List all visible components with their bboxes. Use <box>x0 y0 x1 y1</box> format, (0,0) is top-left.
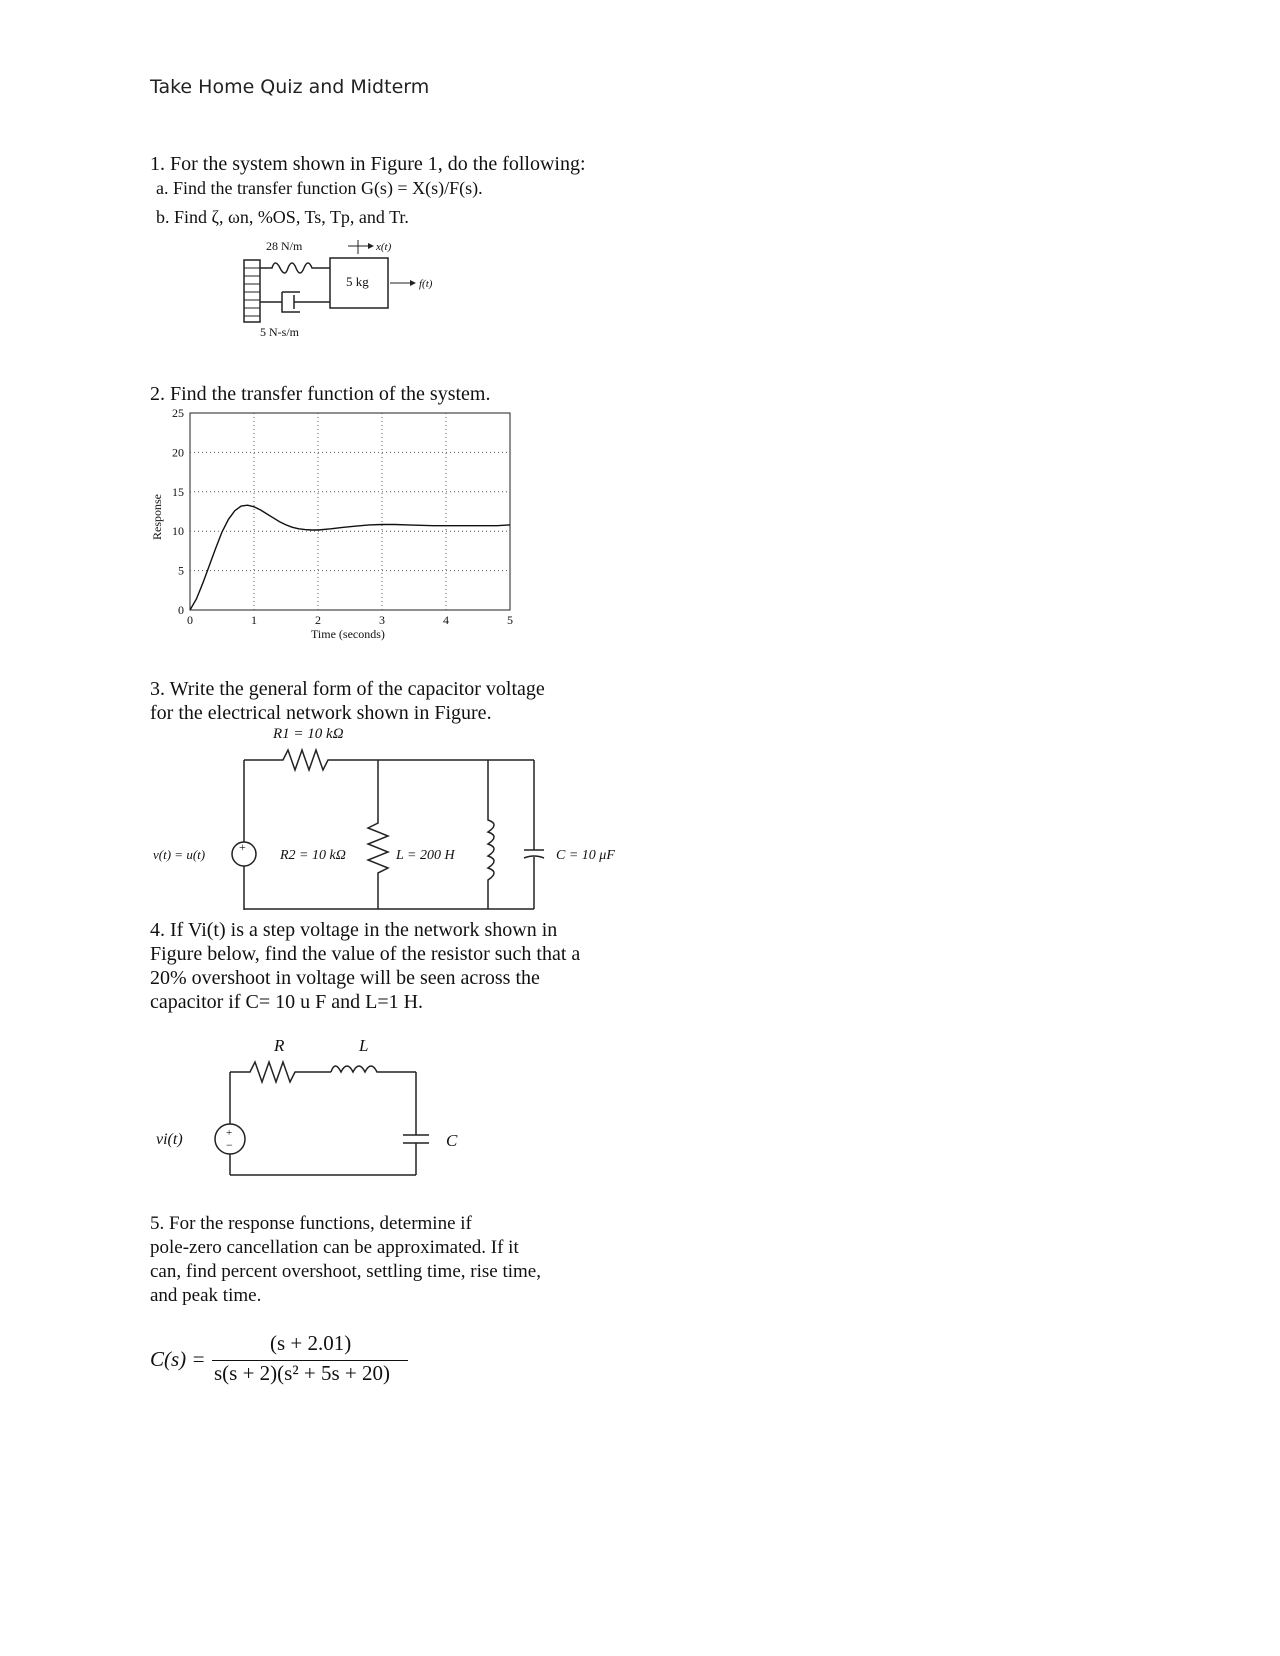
figure-1-mass-spring-damper <box>230 240 490 355</box>
equation-numerator: (s + 2.01) <box>270 1331 352 1355</box>
question-1-part-b: b. Find ζ, ωn, %OS, Ts, Tp, and Tr. <box>156 207 409 227</box>
question-3-line-1: 3. Write the general form of the capacitor voltage <box>150 678 545 700</box>
x-tick-label: 5 <box>507 613 513 627</box>
question-3-line-2: for the electrical network shown in Figure. <box>150 702 492 724</box>
source-label: v(t) = u(t) <box>153 847 206 862</box>
r1-label: R1 = 10 kΩ <box>273 726 344 742</box>
inductor <box>488 760 494 909</box>
spring-label: 28 N/m <box>266 240 303 253</box>
figure-3-rlc-network <box>148 720 648 910</box>
question-5-line-4: and peak time. <box>150 1285 262 1306</box>
question-5-line-3: can, find percent overshoot, settling time, rise time, <box>150 1261 541 1282</box>
response-curve <box>190 505 510 610</box>
force-arrow <box>390 280 416 286</box>
x-axis-label: Time (seconds) <box>311 627 385 641</box>
damper-label: 5 N-s/m <box>260 325 299 339</box>
question-4-line-3: 20% overshoot in voltage will be seen across the <box>150 967 540 989</box>
capacitor <box>524 760 544 909</box>
question-4-line-2: Figure below, find the value of the resistor such that a <box>150 943 581 965</box>
question-5-line-2: pole-zero cancellation can be approximated. If it <box>150 1237 519 1258</box>
c-label: C <box>446 1131 458 1150</box>
question-2-text: 2. Find the transfer function of the system. <box>150 383 491 405</box>
question-1-part-a: a. Find the transfer function G(s) = X(s)/F(s). <box>156 178 483 198</box>
question-4-line-4: capacitor if C= 10 u F and L=1 H. <box>150 991 424 1013</box>
l-label: L <box>359 1036 369 1055</box>
wall <box>244 260 260 322</box>
x-tick-label: 0 <box>187 613 193 627</box>
svg-text:+: + <box>239 840 246 854</box>
y-axis-label: Response <box>150 494 164 540</box>
vi-label: vi(t) <box>156 1131 183 1148</box>
y-tick-label: 20 <box>172 445 184 460</box>
series-inductor <box>331 1066 416 1072</box>
plot-frame <box>190 413 510 610</box>
y-tick-label: 5 <box>178 563 184 578</box>
equation-lhs: C(s) = <box>150 1347 206 1371</box>
y-tick-label: 10 <box>172 524 184 539</box>
svg-text:+: + <box>226 1127 233 1139</box>
x-tick-label: 1 <box>251 613 257 627</box>
r1-resistor <box>244 750 534 770</box>
x-ticks <box>187 613 513 627</box>
question-5-line-1: 5. For the response functions, determine if <box>150 1213 472 1234</box>
page-title: Take Home Quiz and Midterm <box>150 76 430 98</box>
displacement-arrow <box>348 240 374 254</box>
series-capacitor <box>403 1072 429 1175</box>
force-label: f(t) <box>419 278 433 290</box>
r2-resistor <box>368 760 388 909</box>
inductor-label: L = 200 H <box>396 848 455 863</box>
spring <box>260 263 330 273</box>
displacement-label: x(t) <box>376 241 392 253</box>
grid <box>190 413 510 610</box>
y-tick-label: 0 <box>178 603 184 617</box>
question-1-text: 1. For the system shown in Figure 1, do the following: <box>150 153 586 175</box>
y-ticks <box>172 406 184 617</box>
figure-4-series-rlc <box>148 1030 488 1180</box>
question-4-line-1: 4. If Vi(t) is a step voltage in the network shown in <box>150 919 558 941</box>
damper <box>260 292 330 312</box>
x-tick-label: 4 <box>443 613 449 627</box>
capacitor-label: C = 10 μF <box>556 848 615 863</box>
r-label: R <box>274 1036 285 1055</box>
equation-denominator: s(s + 2)(s² + 5s + 20) <box>214 1361 390 1385</box>
mass-label: 5 kg <box>346 274 369 289</box>
x-tick-label: 2 <box>315 613 321 627</box>
step-response-chart <box>148 405 528 645</box>
x-tick-label: 3 <box>379 613 385 627</box>
y-tick-label: 25 <box>172 406 184 420</box>
svg-text:−: − <box>226 1138 233 1152</box>
r2-label: R2 = 10 kΩ <box>280 848 346 863</box>
y-tick-label: 15 <box>172 484 184 499</box>
series-resistor <box>230 1062 331 1082</box>
